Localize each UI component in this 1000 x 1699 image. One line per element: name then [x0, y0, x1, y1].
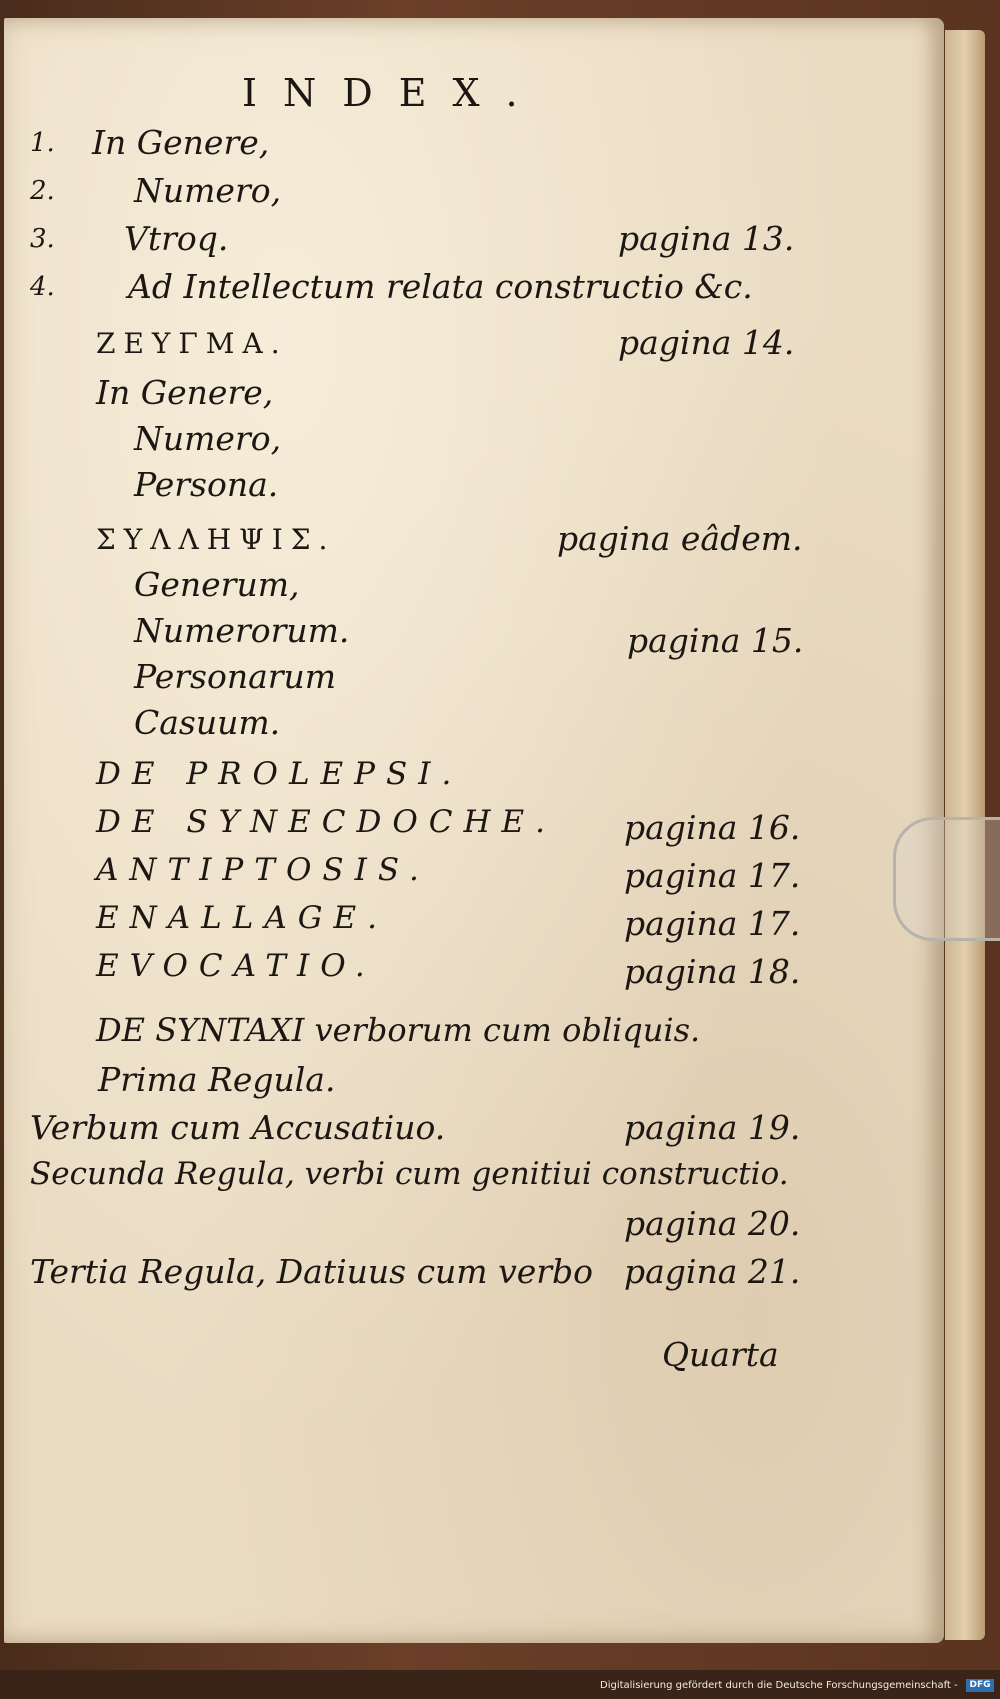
entry-page-ref: pagina 21.: [624, 1252, 801, 1291]
entry-page-ref: pagina 16.: [624, 808, 801, 847]
entry-page-ref: pagina 17.: [624, 856, 801, 895]
entry-number: 2.: [30, 176, 55, 206]
entry-page-ref: pagina 13.: [618, 219, 795, 258]
catchword: Quarta: [662, 1335, 779, 1374]
index-entry: EVOCATIO.: [96, 948, 376, 984]
index-entry: DE SYNECDOCHE.: [96, 804, 557, 840]
index-entry: Casuum.: [134, 703, 281, 742]
index-entry: Tertia Regula, Datiuus cum verbo: [30, 1252, 594, 1291]
entry-number: 3.: [30, 224, 55, 254]
entry-page-ref: pagina eâdem.: [557, 519, 803, 558]
entry-number: 1.: [30, 128, 55, 158]
digitization-credit: Digitalisierung gefördert durch die Deutsche Forschungsgemeinschaft -: [600, 1680, 958, 1691]
entry-page-ref: pagina 19.: [624, 1108, 801, 1147]
dfg-logo: DFG: [966, 1679, 994, 1692]
index-entry: In Genere,: [96, 373, 274, 412]
index-entry: DE PROLEPSI.: [96, 756, 463, 792]
index-entry: ΖΕΥΓΜΑ.: [96, 327, 288, 360]
entry-page-ref: pagina 20.: [624, 1204, 801, 1243]
page-clip: [893, 817, 1000, 941]
index-entry: Verbum cum Accusatiuo.: [30, 1108, 446, 1147]
index-entry: In Genere,: [92, 123, 270, 162]
index-entry: Vtroq.: [124, 219, 229, 258]
index-entry: DE SYNTAXI verborum cum obliquis.: [96, 1011, 701, 1049]
index-entry: Personarum: [134, 657, 337, 696]
book-page: [4, 18, 944, 1643]
index-entry: Generum,: [134, 565, 300, 604]
index-entry: Ad Intellectum relata constructio &c.: [128, 267, 753, 306]
entry-page-ref: pagina 14.: [618, 323, 795, 362]
index-entry: Secunda Regula, verbi cum genitiui constructio.: [30, 1156, 789, 1192]
index-entry: ENALLAGE.: [96, 900, 388, 936]
entry-page-ref: pagina 17.: [624, 904, 801, 943]
entry-number: 4.: [30, 272, 55, 302]
index-entry: Numero,: [134, 171, 282, 210]
index-entry: Prima Regula.: [98, 1060, 336, 1099]
page-heading: INDEX.: [242, 71, 544, 115]
index-entry: ΣΥΛΛΗΨΙΣ.: [96, 523, 336, 556]
entry-page-ref: pagina 15.: [627, 621, 804, 660]
entry-page-ref: pagina 18.: [624, 952, 801, 991]
index-entry: Numerorum.: [134, 611, 350, 650]
index-entry: Persona.: [134, 465, 279, 504]
index-entry: Numero,: [134, 419, 282, 458]
index-entry: ANTIPTOSIS.: [96, 852, 430, 888]
